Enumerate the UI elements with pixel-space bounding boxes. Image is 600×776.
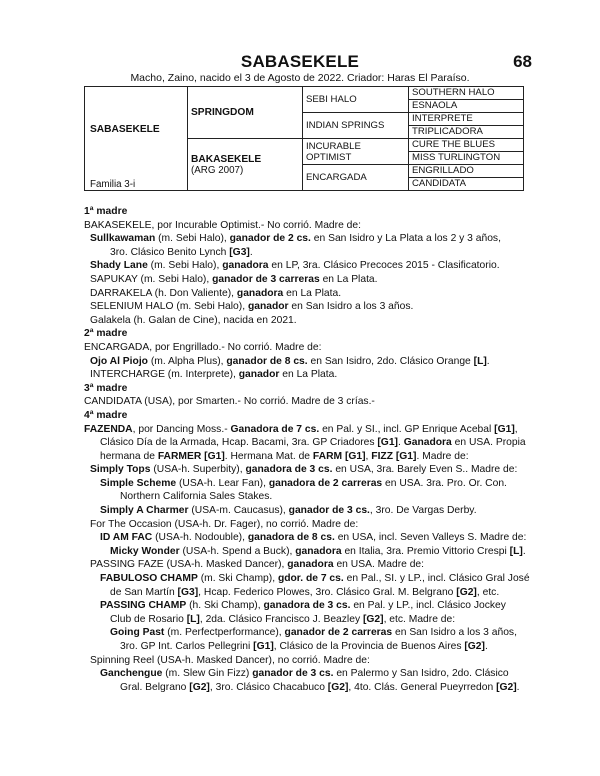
- dam-line: [84, 545, 544, 559]
- dam-line-fragment: Simply A Charmer: [100, 505, 189, 517]
- dam-line-fragment: For The Occasion (USA-h. Dr. Fager), no corrió. Madre de:: [90, 518, 359, 530]
- pedigree-sire-cell: [188, 87, 303, 139]
- dam-line-fragment: FABULOSO CHAMP: [100, 573, 198, 585]
- horse-title: SABASEKELE: [240, 52, 360, 71]
- dam-line-fragment: [G2]: [362, 613, 384, 625]
- dam-line-fragment: .: [486, 355, 490, 367]
- dam-line-fragment: [G3]: [229, 246, 250, 258]
- horse-subtitle: Macho, Zaino, nacido el 3 de Agosto de 2022. Criador: Haras El Paraíso.: [130, 72, 470, 84]
- dam-line: [84, 314, 544, 328]
- dam-line-fragment: Ganadora: [403, 437, 452, 449]
- dam-line-fragment: (USA-h. Nodouble),: [152, 532, 248, 544]
- dam-line: [84, 599, 544, 613]
- dam-line-fragment: en San Isidro y La Plata a los 2 y 3 años,: [310, 233, 501, 245]
- dam-line-fragment: en USA. Propia: [451, 437, 526, 449]
- dam-line-fragment: PASSING FAZE (USA-h. Masked Dancer),: [90, 559, 288, 571]
- dam-line: [84, 504, 544, 518]
- dam-line-fragment: en USA. 3ra. Pro. Or. Con.: [382, 477, 507, 489]
- pedigree-dam-note: (ARG 2007): [191, 164, 244, 176]
- dam-line-fragment: [G1]: [494, 423, 515, 435]
- dam-line-fragment: Simply Tops: [90, 464, 151, 476]
- dam-line-fragment: ganador de 8 cs.: [226, 355, 308, 367]
- dam-line-fragment: FARM [G1]: [312, 450, 366, 462]
- pedigree-great-grandparent: CANDIDATA: [409, 178, 524, 191]
- dam-line-fragment: (USA-h. Spend a Buck),: [179, 545, 296, 557]
- dam-line-fragment: [G2]: [189, 681, 210, 693]
- dam-line-fragment: [L]: [509, 545, 523, 557]
- dam-line-fragment: .: [484, 641, 488, 652]
- dam-line-fragment: Spinning Reel (USA-h. Masked Dancer), no corrió. Madre de:: [90, 654, 370, 666]
- dam-line-fragment: en Palermo y San Isidro, 2do. Clásico: [333, 668, 509, 680]
- dam-line-fragment: ENCARGADA, por Engrillado.- No corrió. Madre de:: [84, 341, 322, 353]
- dam-line: [84, 531, 544, 545]
- dam-line-fragment: en La Plata.: [283, 287, 342, 299]
- dam-line-fragment: [G3]: [177, 586, 199, 598]
- dam-line-fragment: ganador de 2 cs.: [229, 233, 311, 245]
- pedigree-great-grandparent: CURE THE BLUES: [409, 139, 524, 152]
- pedigree-subject: SABASEKELE: [90, 124, 160, 135]
- dam-line: [84, 450, 544, 464]
- dam-heading: [84, 327, 544, 341]
- dam-line: [84, 395, 544, 409]
- dam-line-fragment: en Pal. y SI., incl. GP Enrique Acebal: [319, 423, 495, 435]
- pedigree-grandparent: INCURABLE OPTIMIST: [303, 139, 409, 165]
- dam-line-fragment: ,: [365, 450, 372, 462]
- dam-line-fragment: CANDIDATA (USA), por Smarten.- No corrió. Madre de 3 crías.-: [84, 396, 375, 408]
- dam-line-fragment: en La Plata.: [279, 369, 338, 381]
- pedigree-great-grandparent: TRIPLICADORA: [409, 126, 524, 139]
- dam-line-fragment: 3ª madre: [84, 382, 128, 394]
- dam-line-fragment: en Pal. y LP., incl. Clásico Jockey: [350, 600, 506, 612]
- dam-line-fragment: ganador de 3 cs.: [252, 668, 334, 680]
- dam-line-fragment: , por Dancing Moss.-: [132, 423, 231, 435]
- dam-line-fragment: ganadora: [287, 559, 334, 571]
- dam-line-fragment: 2ª madre: [84, 328, 128, 340]
- dam-line-fragment: ganadora de 3 cs.: [245, 464, 333, 476]
- pedigree-great-grandparent: ENGRILLADO: [409, 165, 524, 178]
- dam-line-fragment: (m. Sebi Halo),: [147, 260, 223, 272]
- dam-line-fragment: ganadora: [236, 287, 284, 299]
- dam-line-fragment: [L]: [473, 355, 487, 367]
- dam-line-fragment: 3ro. GP Int. Carlos Pellegrini: [120, 641, 254, 652]
- dam-line-fragment: FIZZ [G1]: [371, 450, 417, 462]
- dam-line-fragment: en Pal., SI. y LP., incl. Clásico Gral José: [343, 573, 530, 585]
- dam-line-fragment: (m. Sebi Halo),: [155, 233, 230, 245]
- dam-line-fragment: INTERCHARGE (m. Interprete),: [90, 369, 239, 381]
- pedigree-dam-cell: [188, 139, 303, 191]
- dam-line-fragment: ganadora: [295, 545, 342, 557]
- dam-line-fragment: (m. Slew Gin Fizz): [162, 668, 253, 680]
- dam-line-fragment: , etc.: [476, 586, 500, 598]
- dam-line-fragment: 3ro. Clásico Benito Lynch: [110, 246, 230, 258]
- dam-line-fragment: Clásico Día de la Armada, Hcap. Bacami, 3ra. GP Criadores: [100, 437, 378, 449]
- dam-line-fragment: en San Isidro a los 3 años,: [392, 627, 517, 639]
- dam-line-fragment: BAKASEKELE, por Incurable Optimist.- No corrió. Madre de:: [84, 219, 361, 231]
- dam-line: [84, 518, 544, 532]
- dam-line-fragment: (m. Alpha Plus),: [147, 355, 227, 367]
- dam-line: [84, 287, 544, 301]
- dam-line: [84, 477, 544, 491]
- dam-line-fragment: Northern California Sales Stakes.: [120, 491, 273, 503]
- dam-line: [84, 232, 544, 246]
- dam-line-fragment: ,: [514, 423, 518, 435]
- dam-line: [84, 246, 544, 260]
- pedigree-great-grandparent: SOUTHERN HALO: [409, 87, 524, 100]
- pedigree-great-grandparent: ESNAOLA: [409, 100, 524, 113]
- dam-line: [84, 586, 544, 600]
- dam-line: [84, 572, 544, 586]
- dam-line-fragment: DARRAKELA (h. Don Valiente),: [90, 287, 237, 299]
- dam-heading: [84, 409, 544, 423]
- dam-line-fragment: [L]: [186, 613, 200, 625]
- dam-line-fragment: [G2]: [464, 641, 485, 652]
- dam-line: [84, 613, 544, 627]
- dam-line-fragment: [G2]: [496, 681, 517, 693]
- dam-line-fragment: ganador de 3 cs.: [288, 505, 370, 517]
- dam-line-fragment: . Madre de:: [416, 450, 469, 462]
- dam-line-fragment: , 3ro. Clásico Chacabuco: [209, 681, 328, 693]
- dam-line-fragment: Ganchengue: [100, 668, 163, 680]
- dam-line-fragment: ID AM FAC: [100, 532, 153, 544]
- dam-line-fragment: en San Isidro a los 3 años.: [288, 301, 414, 313]
- dam-line: [84, 273, 544, 287]
- dam-line-fragment: , Hcap. Federico Plowes, 3ro. Clásico Gral. M. Belgrano: [198, 586, 457, 598]
- dam-line: [84, 436, 544, 450]
- dam-line-fragment: ganador: [238, 369, 280, 381]
- dam-line-fragment: ganadora: [222, 260, 269, 272]
- pedigree-sire: SPRINGDOM: [191, 107, 254, 118]
- dam-line: [84, 558, 544, 572]
- dam-line: [84, 368, 544, 382]
- dam-line-fragment: , 4to. Clás. General Pueyrredon: [348, 681, 497, 693]
- dam-line: [84, 654, 544, 668]
- pedigree-great-grandparent: MISS TURLINGTON: [409, 152, 524, 165]
- dam-line-fragment: ganador de 3 carreras: [212, 273, 320, 285]
- pedigree-grandparent: ENCARGADA: [303, 165, 409, 191]
- dam-line-fragment: Shady Lane: [90, 260, 148, 272]
- dam-heading: [84, 382, 544, 396]
- dam-line-fragment: ganador de 2 carreras: [284, 627, 393, 639]
- dam-line-fragment: , 2da. Clásico Francisco J. Beazley: [199, 613, 363, 625]
- dam-line-fragment: en USA, incl. Seven Valleys S. Madre de:: [334, 532, 527, 544]
- dam-line: [84, 259, 544, 273]
- dam-line-fragment: Gral. Belgrano: [120, 681, 190, 693]
- dam-line-fragment: FARMER [G1]: [157, 450, 225, 462]
- dam-line-fragment: ganador: [247, 301, 289, 313]
- dam-line-fragment: 1ª madre: [84, 206, 128, 217]
- dam-line-fragment: Simple Scheme: [100, 477, 177, 489]
- dam-line-fragment: .: [397, 437, 404, 449]
- dam-line: [84, 300, 544, 314]
- dam-line-fragment: 4ª madre: [84, 409, 128, 421]
- pedigree-grandparent: INDIAN SPRINGS: [303, 113, 409, 139]
- dam-line: [84, 423, 544, 437]
- dam-line-fragment: [G2]: [327, 681, 349, 693]
- dam-line-fragment: SAPUKAY (m. Sebi Halo),: [90, 273, 213, 285]
- dam-line-fragment: en La Plata.: [319, 273, 378, 285]
- dam-line-fragment: .: [516, 681, 520, 693]
- dam-line-fragment: en Italia, 3ra. Premio Vittorio Crespi: [341, 545, 510, 557]
- dam-line-fragment: (m. Perfectperformance),: [164, 627, 285, 639]
- dam-heading: [84, 205, 544, 219]
- dam-line-fragment: , 3ro. De Vargas Derby.: [369, 505, 477, 517]
- dam-line-fragment: (USA-m. Caucasus),: [188, 505, 289, 517]
- dam-line-fragment: Ganadora de 7 cs.: [230, 423, 320, 435]
- dam-line-fragment: [G1]: [253, 641, 274, 652]
- pedigree-great-grandparent: INTERPRETE: [409, 113, 524, 126]
- dam-line-fragment: [G2]: [456, 586, 477, 598]
- dam-line-fragment: gdor. de 7 cs.: [277, 573, 344, 585]
- dam-line-fragment: Club de Rosario: [110, 613, 187, 625]
- dam-line-fragment: , Clásico de la Provincia de Buenos Aires: [273, 641, 465, 652]
- dam-line-fragment: de San Martín: [110, 586, 178, 598]
- dam-line: [84, 667, 544, 681]
- lot-number: 68: [513, 52, 532, 71]
- pedigree-table: [84, 86, 524, 191]
- dam-line: [84, 681, 544, 695]
- dam-line-fragment: . Hermana Mat. de: [224, 450, 313, 462]
- dam-line: [84, 463, 544, 477]
- dam-line: [84, 640, 544, 654]
- dam-line-fragment: hermana de: [100, 450, 158, 462]
- dam-line-fragment: Micky Wonder: [110, 545, 180, 557]
- dam-line-fragment: Going Past: [110, 627, 165, 639]
- dam-line-fragment: .: [249, 246, 253, 258]
- pedigree-dam: BAKASEKELE: [191, 153, 262, 165]
- dam-line-fragment: Galakela (h. Galan de Cine), nacida en 2021.: [90, 314, 297, 326]
- pedigree-subject-cell: [85, 87, 188, 191]
- dam-line-fragment: en San Isidro, 2do. Clásico Orange: [307, 355, 474, 367]
- dam-line-fragment: Ojo Al Piojo: [90, 355, 148, 367]
- dam-line: [84, 219, 544, 233]
- dam-line-fragment: Sullkawaman: [90, 233, 156, 245]
- dam-line-fragment: en USA, 3ra. Barely Even S.. Madre de:: [332, 464, 518, 476]
- dam-line-fragment: [G1]: [377, 437, 398, 449]
- dam-line-fragment: ganadora de 8 cs.: [247, 532, 335, 544]
- dam-line-fragment: (USA-h. Superbity),: [150, 464, 246, 476]
- dam-line: [84, 490, 544, 504]
- dam-line-fragment: .: [522, 545, 526, 557]
- dam-line-fragment: , etc. Madre de:: [383, 613, 456, 625]
- pedigree-family: Familia 3-i: [90, 179, 136, 190]
- dam-line-fragment: PASSING CHAMP: [100, 600, 187, 612]
- dam-line: [84, 355, 544, 369]
- dam-line-fragment: (h. Ski Champ),: [186, 600, 264, 612]
- dam-line-fragment: ganadora de 2 carreras: [268, 477, 383, 489]
- dam-line-section: [84, 205, 544, 694]
- dam-line-fragment: en LP, 3ra. Clásico Precoces 2015 - Clasificatorio.: [268, 260, 500, 272]
- dam-line: [84, 341, 544, 355]
- dam-line-fragment: FAZENDA: [84, 423, 133, 435]
- pedigree-grandparent: SEBI HALO: [303, 87, 409, 113]
- dam-line-fragment: en USA. Madre de:: [333, 559, 425, 571]
- dam-line-fragment: (USA-h. Lear Fan),: [176, 477, 269, 489]
- dam-line-fragment: ganadora de 3 cs.: [263, 600, 351, 612]
- dam-line-fragment: SELENIUM HALO (m. Sebi Halo),: [90, 301, 248, 313]
- dam-line: [84, 626, 544, 640]
- dam-line-fragment: (m. Ski Champ),: [197, 573, 278, 585]
